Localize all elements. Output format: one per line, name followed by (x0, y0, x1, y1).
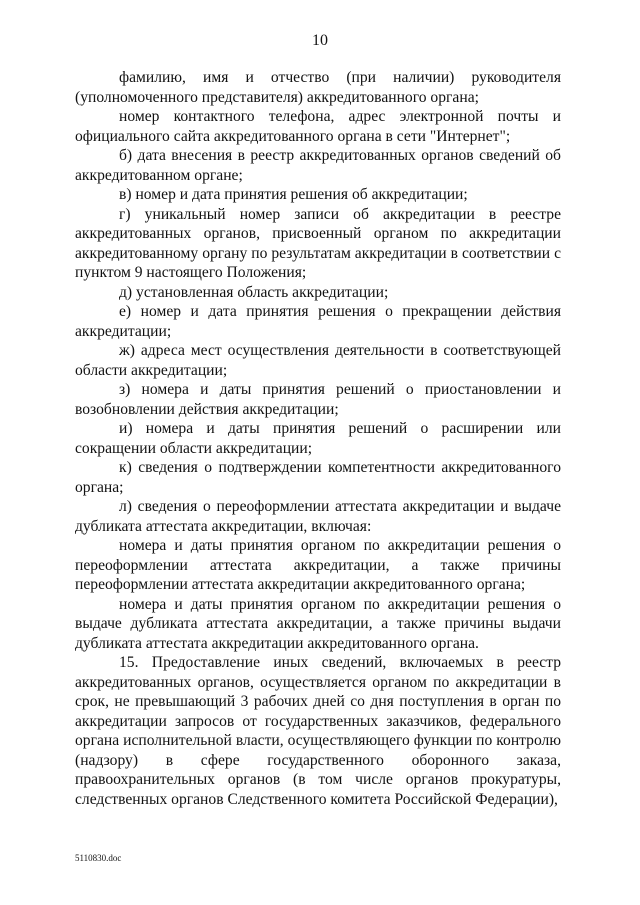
paragraph-item-15: 15. Предоставление иных сведений, включаемых в реестр аккредитованных органов, осуществляется органом по аккредитации в срок, не превышающий 3 рабочих дней со дня поступления в орган по аккредитации запросов от государственных заказчиков, федерального органа исполнительной власти, осуществляющего функции по контролю (надзору) в сфере государственного оборонного заказа, правоохранительных органов (в том числе органов прокуратуры, следственных органов Следственного комитета Российской Федерации), (75, 654, 561, 808)
paragraph-item-zh: ж) адреса мест осуществления деятельности в соответствующей области аккредитации; (75, 342, 561, 379)
paragraph-item-d: д) установленная область аккредитации; (119, 283, 389, 301)
document-body (75, 68, 561, 809)
paragraph-item-g: г) уникальный номер записи об аккредитации в реестре аккредитованных органов, присвоенный органом по аккредитации аккредитованному органу по результатам аккредитации в соответствии с пунктом 9 настоящего Положения; (75, 205, 561, 281)
page-number: 10 (312, 32, 328, 49)
paragraph-item-v: в) номер и дата принятия решения об аккредитации; (119, 186, 468, 203)
paragraph-item-e: е) номер и дата принятия решения о прекращении действия аккредитации; (75, 303, 561, 340)
paragraph-item-k: к) сведения о подтверждении компетентности аккредитованного органа; (75, 459, 561, 496)
paragraph-contact-phone: номер контактного телефона, адрес электронной почты и официального сайта аккредитованного органа в сети "Интернет"; (75, 108, 561, 145)
paragraph-item-i: и) номера и даты принятия решений о расширении или сокращении области аккредитации; (75, 420, 561, 457)
paragraph-duplicate-decisions: номера и даты принятия органом по аккредитации решения о выдаче дубликата аттестата аккредитации, а также причины выдачи дубликата аттестата аккредитации аккредитованного органа. (75, 595, 561, 652)
footer-filename: 5110830.doc (75, 853, 122, 863)
paragraph-item-b: б) дата внесения в реестр аккредитованных органов сведений об аккредитованном органе; (75, 147, 561, 184)
paragraph-item-z: з) номера и даты принятия решений о приостановлении и возобновлении действия аккредитации; (75, 381, 561, 418)
paragraph-fio: фамилию, имя и отчество (при наличии) руководителя (уполномоченного представителя) аккредитованного органа; (75, 69, 561, 106)
paragraph-reissue-decisions: номера и даты принятия органом по аккредитации решения о переоформлении аттестата аккредитации, а также причины переоформлении аттестата аккредитации аккредитованного органа; (75, 537, 561, 593)
paragraph-item-l: л) сведения о переоформлении аттестата аккредитации и выдаче дубликата аттестата аккредитации, включая: (75, 498, 561, 535)
